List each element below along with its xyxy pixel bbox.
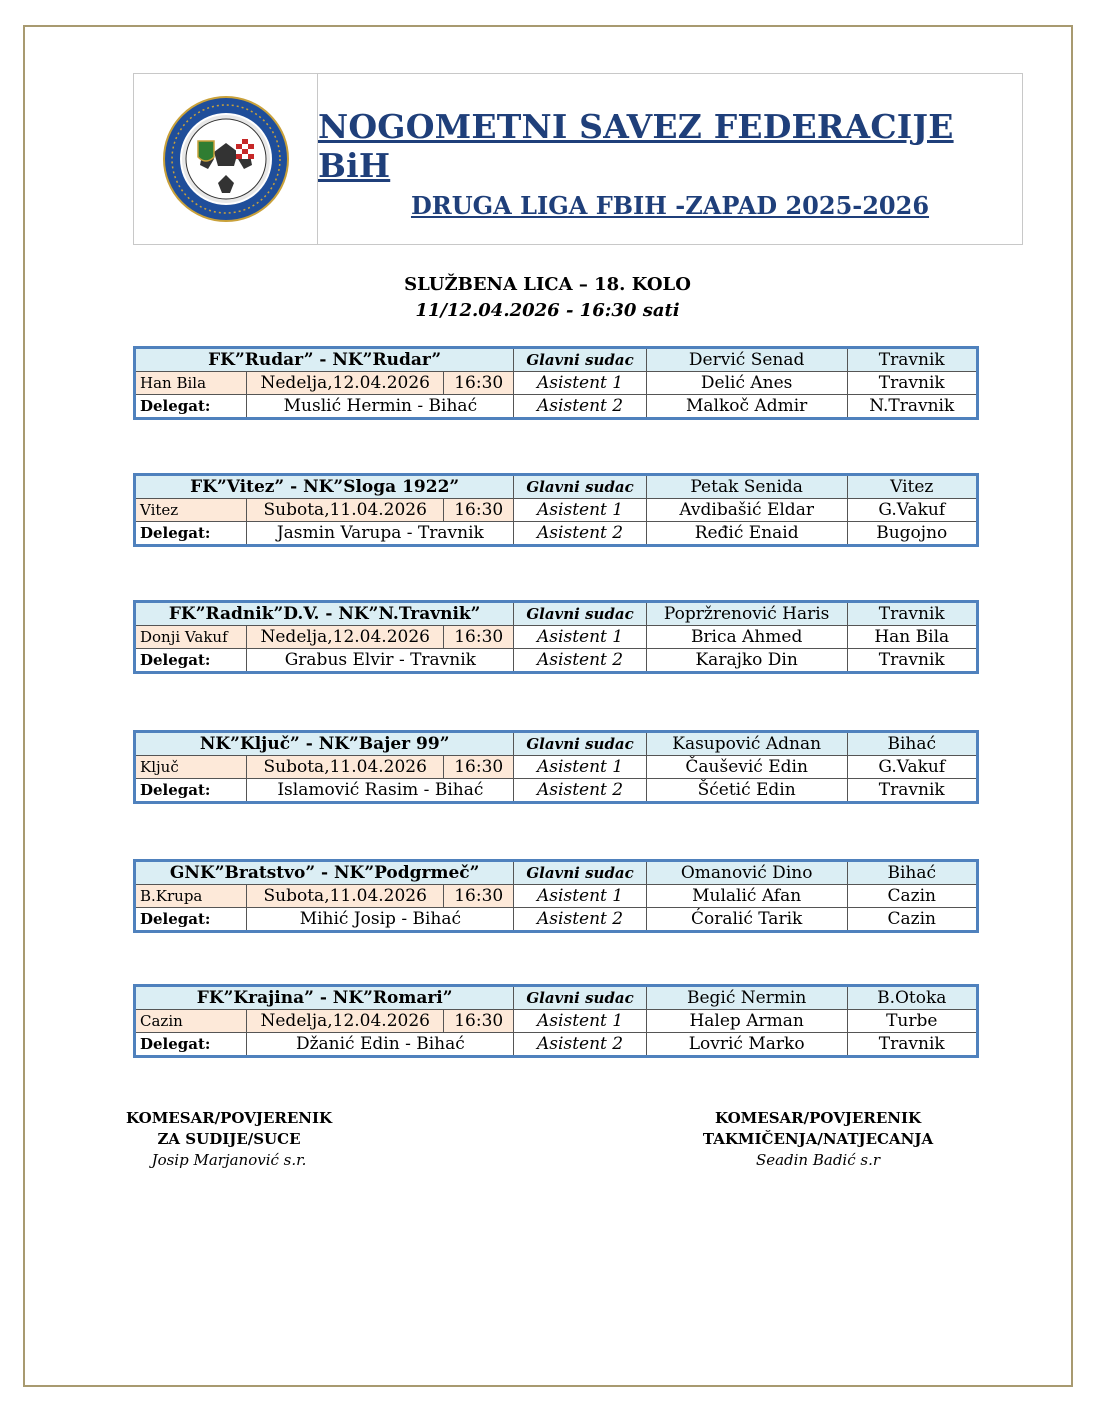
main-referee-label: Glavni sudac: [514, 732, 646, 756]
assistant-1-label: Asistent 1: [514, 626, 646, 649]
match-table: [133, 600, 979, 674]
assistant-2-name: Šćetić Edin: [646, 779, 847, 803]
match-delegate-row: [135, 1033, 978, 1057]
signature-role-line1: KOMESAR/POVJERENIK: [126, 1109, 333, 1127]
assistant-1-label: Asistent 1: [514, 372, 646, 395]
match-teams: GNK”Bratstvo” - NK”Podgrmeč”: [135, 861, 514, 885]
match-time: 16:30: [444, 1010, 514, 1033]
match-header-row: [135, 475, 978, 499]
match-table: [133, 730, 979, 804]
match-table: [133, 346, 979, 420]
signature-name: Josip Marjanović s.r.: [151, 1151, 307, 1169]
assistant-1-label: Asistent 1: [514, 885, 646, 908]
logo-cell: [134, 74, 318, 244]
assistant-1-city: Han Bila: [847, 626, 978, 649]
federation-logo: [162, 95, 290, 223]
header-box: [133, 73, 1023, 245]
match-date-row: [135, 499, 978, 522]
assistant-2-label: Asistent 2: [514, 1033, 646, 1057]
match-time: 16:30: [444, 372, 514, 395]
assistant-1-label: Asistent 1: [514, 756, 646, 779]
main-referee-city: Travnik: [847, 348, 978, 372]
assistant-2-label: Asistent 2: [514, 395, 646, 419]
match-date: Nedelja,12.04.2026: [247, 626, 444, 649]
assistant-1-city: G.Vakuf: [847, 499, 978, 522]
assistant-2-name: Ćoralić Tarik: [646, 908, 847, 932]
assistant-2-label: Asistent 2: [514, 779, 646, 803]
assistant-1-city: G.Vakuf: [847, 756, 978, 779]
signature-name: Seadin Badić s.r: [755, 1151, 881, 1169]
signature-competition: [700, 1108, 936, 1171]
main-referee-city: Bihać: [847, 732, 978, 756]
match-date-row: [135, 1010, 978, 1033]
signature-role-line1: KOMESAR/POVJERENIK: [714, 1109, 922, 1127]
signature-role-line2: ZA SUDIJE/SUCE: [157, 1130, 301, 1148]
match-table: [133, 859, 979, 933]
assistant-1-city: Turbe: [847, 1010, 978, 1033]
match-time: 16:30: [444, 626, 514, 649]
assistant-1-name: Čaušević Edin: [646, 756, 847, 779]
match-teams: NK”Ključ” - NK”Bajer 99”: [135, 732, 514, 756]
match-venue: Han Bila: [135, 372, 247, 395]
assistant-2-city: N.Travnik: [847, 395, 978, 419]
match-venue: B.Krupa: [135, 885, 247, 908]
title-cell: [318, 74, 1022, 244]
delegate-label: Delegat:: [135, 395, 247, 419]
main-referee-name: Begić Nermin: [646, 986, 847, 1010]
match-date-row: [135, 885, 978, 908]
delegate-label: Delegat:: [135, 1033, 247, 1057]
assistant-2-city: Travnik: [847, 649, 978, 673]
delegate-label: Delegat:: [135, 908, 247, 932]
match-teams: FK”Krajina” - NK”Romari”: [135, 986, 514, 1010]
assistant-1-city: Cazin: [847, 885, 978, 908]
assistant-1-label: Asistent 1: [514, 1010, 646, 1033]
match-venue: Cazin: [135, 1010, 247, 1033]
round-date: 11/12.04.2026 - 16:30 sati: [415, 300, 680, 321]
main-referee-city: Bihać: [847, 861, 978, 885]
match-date: Subota,11.04.2026: [247, 885, 444, 908]
match-time: 16:30: [444, 885, 514, 908]
match-header-row: [135, 602, 978, 626]
main-referee-name: Omanović Dino: [646, 861, 847, 885]
match-header-row: [135, 348, 978, 372]
match-time: 16:30: [444, 499, 514, 522]
main-referee-name: Popržrenović Haris: [646, 602, 847, 626]
match-venue: Vitez: [135, 499, 247, 522]
assistant-2-name: Lovrić Marko: [646, 1033, 847, 1057]
match-delegate-row: [135, 395, 978, 419]
assistant-1-label: Asistent 1: [514, 499, 646, 522]
match-header-row: [135, 732, 978, 756]
match-table: [133, 984, 979, 1058]
assistant-1-name: Halep Arman: [646, 1010, 847, 1033]
match-header-row: [135, 861, 978, 885]
round-heading: [0, 272, 1095, 324]
match-delegate-row: [135, 522, 978, 546]
match-teams: FK”Radnik”D.V. - NK”N.Travnik”: [135, 602, 514, 626]
match-table: [133, 473, 979, 547]
match-header-row: [135, 986, 978, 1010]
assistant-2-name: Karajko Din: [646, 649, 847, 673]
match-time: 16:30: [444, 756, 514, 779]
delegate-name: Jasmin Varupa - Travnik: [247, 522, 514, 546]
assistant-2-city: Travnik: [847, 1033, 978, 1057]
match-delegate-row: [135, 908, 978, 932]
match-date: Subota,11.04.2026: [247, 499, 444, 522]
assistant-1-name: Avdibašić Eldar: [646, 499, 847, 522]
match-venue: Ključ: [135, 756, 247, 779]
assistant-1-name: Mulalić Afan: [646, 885, 847, 908]
delegate-name: Džanić Edin - Bihać: [247, 1033, 514, 1057]
delegate-name: Grabus Elvir - Travnik: [247, 649, 514, 673]
main-referee-label: Glavni sudac: [514, 986, 646, 1010]
main-referee-name: Petak Senida: [646, 475, 847, 499]
delegate-name: Mihić Josip - Bihać: [247, 908, 514, 932]
match-date: Nedelja,12.04.2026: [247, 1010, 444, 1033]
main-referee-label: Glavni sudac: [514, 348, 646, 372]
match-delegate-row: [135, 779, 978, 803]
main-referee-city: Vitez: [847, 475, 978, 499]
match-date: Nedelja,12.04.2026: [247, 372, 444, 395]
assistant-2-label: Asistent 2: [514, 908, 646, 932]
delegate-label: Delegat:: [135, 522, 247, 546]
delegate-label: Delegat:: [135, 649, 247, 673]
signature-role-line2: TAKMIČENJA/NATJECANJA: [702, 1130, 934, 1148]
assistant-2-city: Bugojno: [847, 522, 978, 546]
assistant-2-city: Travnik: [847, 779, 978, 803]
main-referee-city: B.Otoka: [847, 986, 978, 1010]
main-referee-city: Travnik: [847, 602, 978, 626]
assistant-2-label: Asistent 2: [514, 522, 646, 546]
assistant-2-name: Ređić Enaid: [646, 522, 847, 546]
main-referee-label: Glavni sudac: [514, 475, 646, 499]
match-delegate-row: [135, 649, 978, 673]
assistant-2-label: Asistent 2: [514, 649, 646, 673]
assistant-2-city: Cazin: [847, 908, 978, 932]
federation-title: NOGOMETNI SAVEZ FEDERACIJE BiH: [318, 106, 954, 185]
match-date-row: [135, 756, 978, 779]
match-teams: FK”Vitez” - NK”Sloga 1922”: [135, 475, 514, 499]
assistant-1-name: Brica Ahmed: [646, 626, 847, 649]
league-title: DRUGA LIGA FBIH -ZAPAD 2025-2026: [410, 190, 930, 220]
match-date-row: [135, 372, 978, 395]
match-date-row: [135, 626, 978, 649]
signature-referees: [126, 1108, 332, 1171]
assistant-1-city: Travnik: [847, 372, 978, 395]
match-venue: Donji Vakuf: [135, 626, 247, 649]
main-referee-name: Kasupović Adnan: [646, 732, 847, 756]
match-date: Subota,11.04.2026: [247, 756, 444, 779]
match-teams: FK”Rudar” - NK”Rudar”: [135, 348, 514, 372]
main-referee-name: Dervić Senad: [646, 348, 847, 372]
round-title: SLUŽBENA LICA – 18. KOLO: [404, 274, 691, 295]
main-referee-label: Glavni sudac: [514, 861, 646, 885]
delegate-label: Delegat:: [135, 779, 247, 803]
assistant-2-name: Malkoč Admir: [646, 395, 847, 419]
delegate-name: Muslić Hermin - Bihać: [247, 395, 514, 419]
main-referee-label: Glavni sudac: [514, 602, 646, 626]
assistant-1-name: Delić Anes: [646, 372, 847, 395]
delegate-name: Islamović Rasim - Bihać: [247, 779, 514, 803]
